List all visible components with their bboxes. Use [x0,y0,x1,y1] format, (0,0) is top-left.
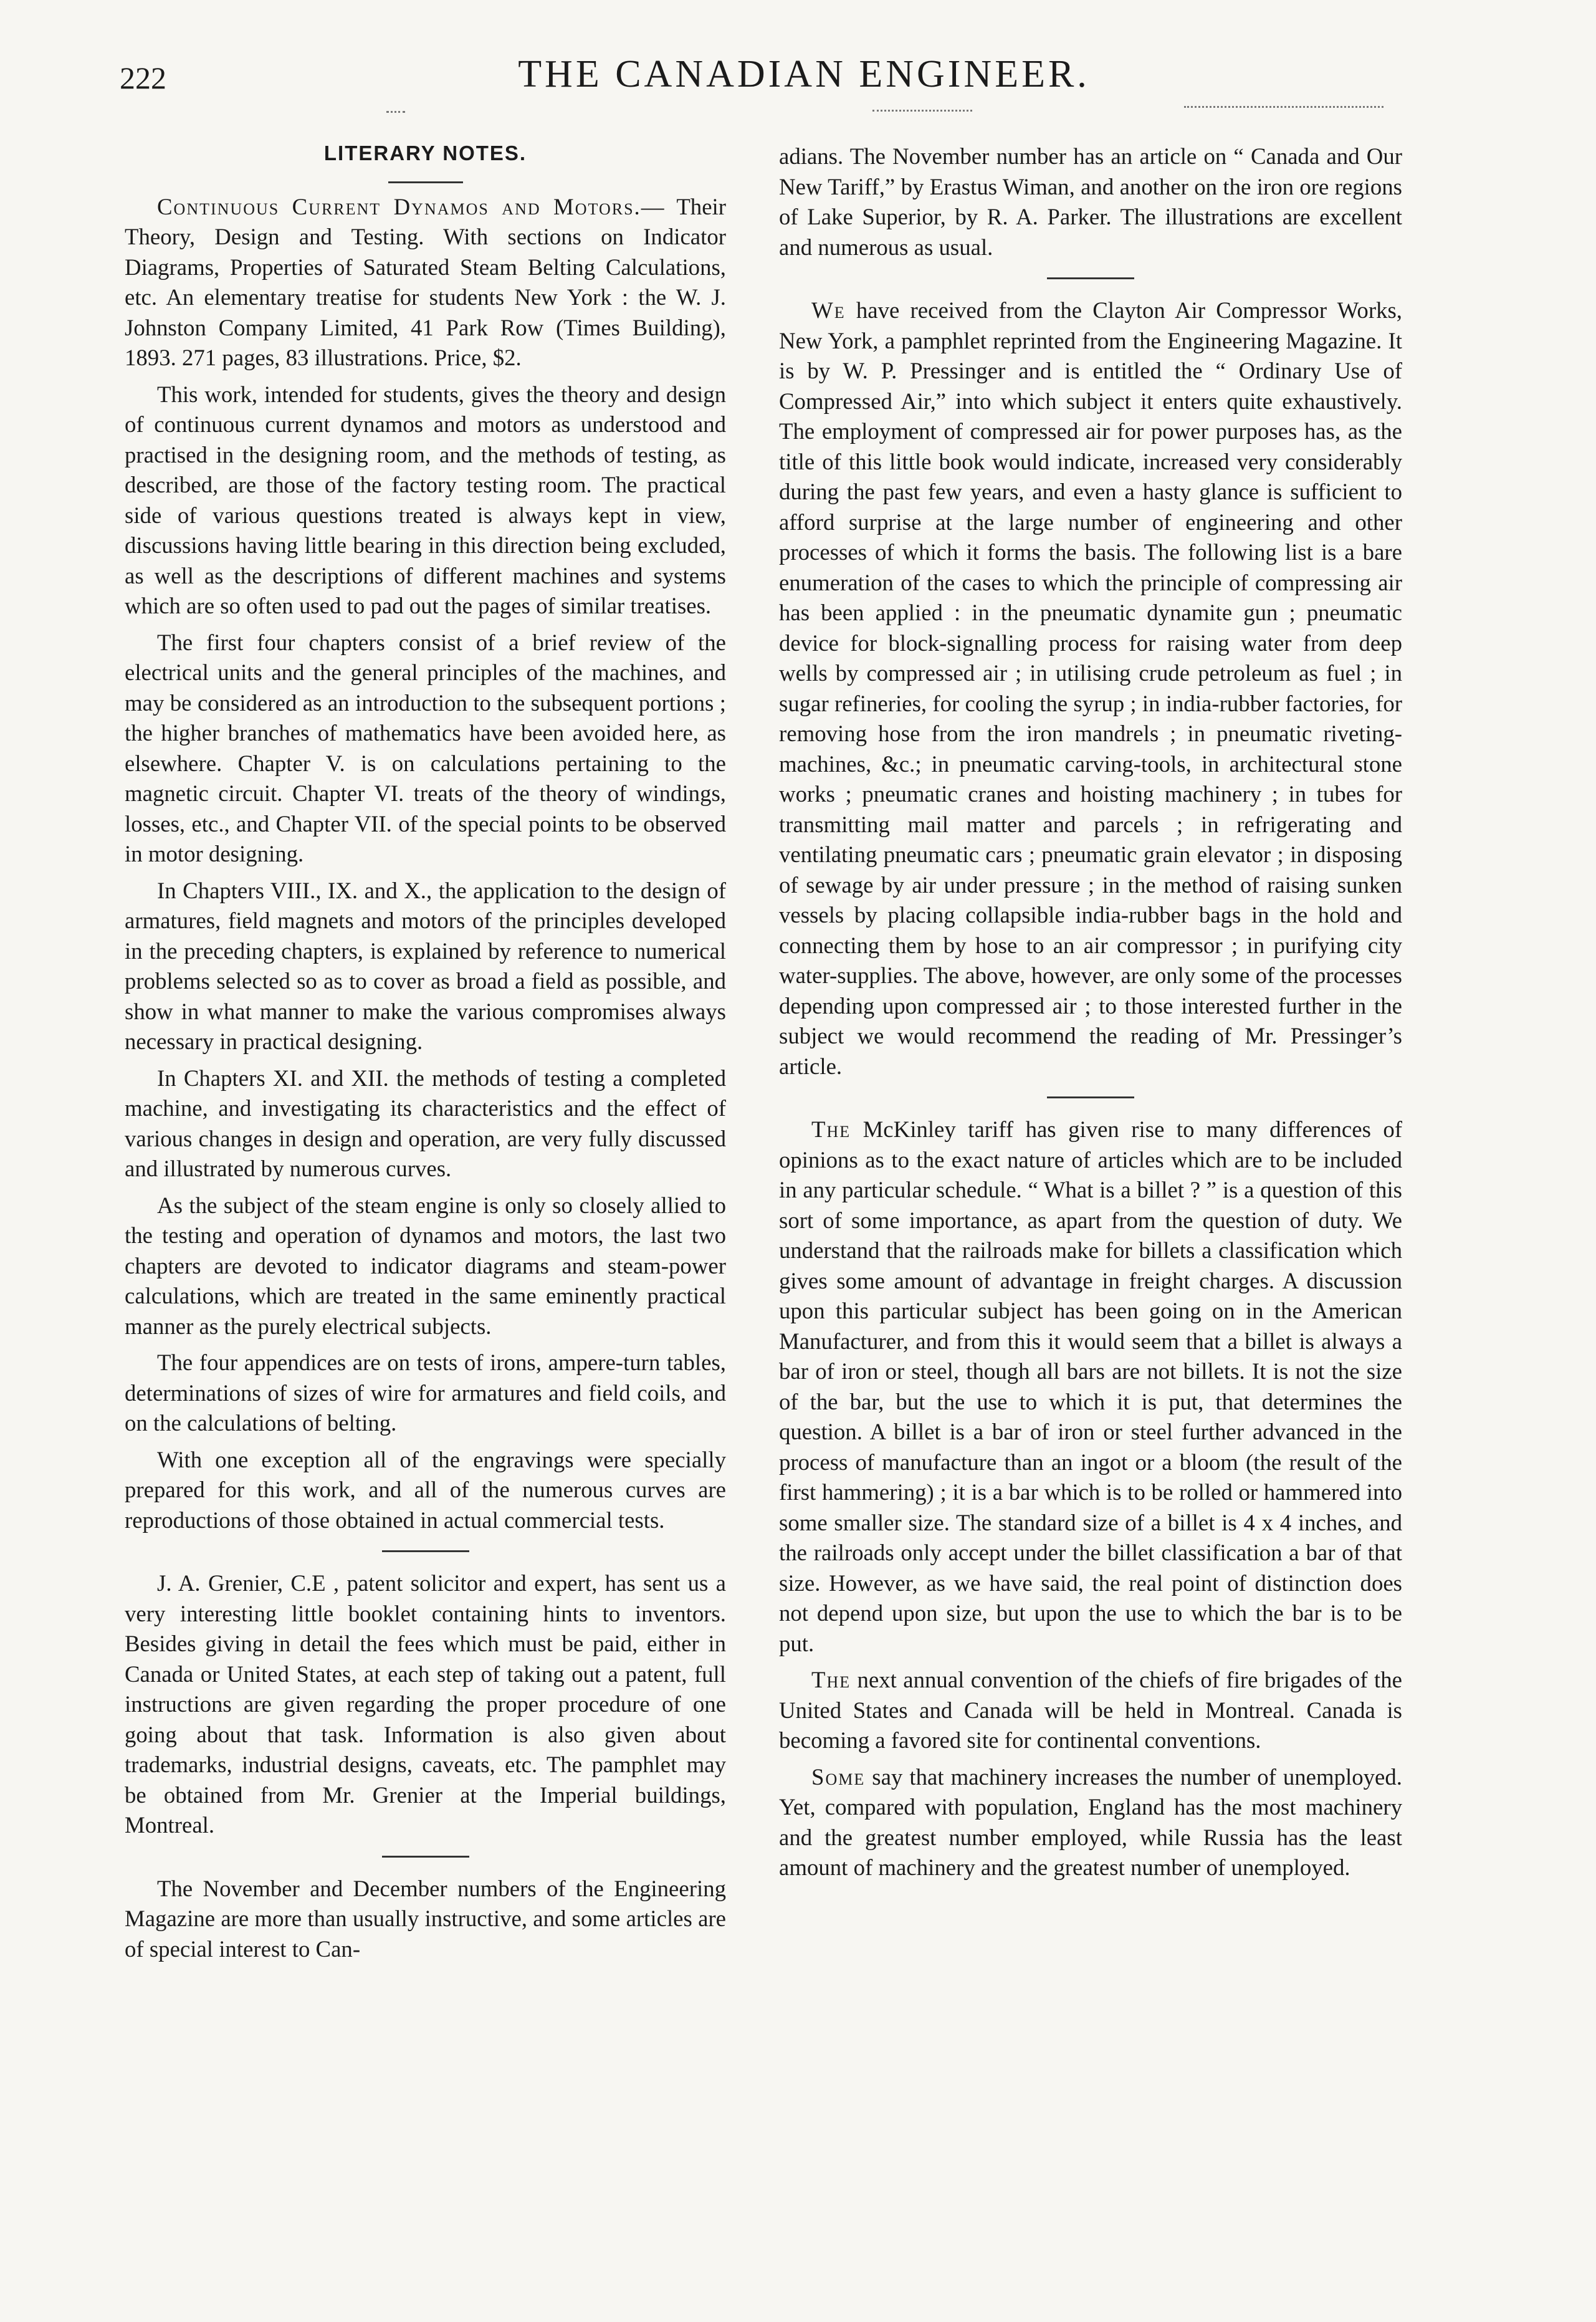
paragraph-text: have received from the Clayton Air Compressor Works, New York, a pamphlet reprinted from the Engineering Magazine. It is by W. P. Pressinger and is entitled the “ Ordinary Use of Compressed Air,” into which subject it enters quite exhaustively. The employment of compressed air for power purposes has, as the title of this little book would indicate, increased very considerably during the past few years, and even a hasty glance is sufficient to afford surprise at the large number of engineering and other processes of which it forms the basis. The following list is a bare enumeration of the cases to which the principle of compressing air has been applied : in the pneumatic dynamite gun ; pneumatic device for block-signalling process for raising water from deep wells by compressed air ; in utilising crude petroleum as fuel ; in sugar refineries, for cooling the syrup ; in india-rubber factories, for removing hose from the iron mandrels ; in pneumatic riveting-machines, &c.; in pneumatic carving-tools, in architectural stone works ; pneumatic cranes and hoisting machinery ; in tubes for transmitting mail matter and parcels ; in refrigerating and ventilating pneumatic cars ; pneumatic grain elevator ; in disposing of sewage by air under pressure ; in the method of raising sunken vessels by placing collapsible india-rubber bags in the hold and connecting them by hose to an air compressor ; in purifying city water-supplies. The above, however, are only some of the processes depending upon compressed air ; to those interested further in the subject we would recommend the reading of Mr. Pressinger’s article. [779,297,1402,1079]
review-paragraph: As the subject of the steam engine is only so closely allied to the testing and operation of dynamos and motors, the last two chapters are devoted to indicator diagrams and steam-power calculations, which are treated in the same eminently practical manner as the purely electrical subjects. [125,1192,726,1339]
article-separator [1047,277,1134,279]
page-header [0,0,1596,125]
review-paragraph: In Chapters XI. and XII. the methods of testing a completed machine, and investigating its characteristics and the effect of various changes in design and operation, are very fully discussed and illustrated by numerous curves. [125,1065,726,1181]
paragraph-text: McKinley tariff has given rise to many differences of opinions as to the exact nature of articles which are to be included in any particular schedule. “ What is a billet ? ” is a question of this sort of some importance, as apart from the question of duty. We understand that the railroads make for billets a classification which gives some amount of advantage in freight charges. A discussion upon this particular subject has been going on in the American Manufacturer, and from this it would seem that a billet is always a bar of iron or steel, though all bars are not billets. It is not the size of the bar, but the use to which it is put, that determines the question. A billet is a bar of iron or steel further advanced in the process of manufacture than an ingot or a bloom (the result of the first hammering) ; it is a bar which is to be rolled or hammered into some smaller size. The standard size of a billet is 4 x 4 inches, and the railroads only accept under the billet classification a bar of that size. However, as we have said, the real point of distinction does not depend upon size, but upon the use to which the bar is to be put. [779,1116,1402,1656]
book-citation [125,192,726,373]
right-column [779,142,1402,1889]
header-rule-right [1184,106,1383,108]
convention-paragraph [779,1665,1402,1756]
running-title: THE CANADIAN ENGINEER. [518,53,1090,95]
article-separator [382,1550,469,1552]
book-details: Their Theory, Design and Testing. With sections on Indicator Diagrams, Properties of Saturated Steam Belting Calculations, etc. An elementary treatise for students New York : the W. J. Johnston Company Limited, 41 Park Row (Times Building), 1893. 271 pages, 83 illustrations. Price, $2. [125,193,727,370]
page-number: 222 [120,60,166,95]
heading-rule [388,181,463,183]
lead-word: The [811,1116,851,1142]
lead-word: We [811,297,846,323]
review-paragraph: In Chapters VIII., IX. and X., the application to the design of armatures, field magnets and motors of the principles developed in the preceding chapters, is explained by reference to numerical problems selected so as to cover as broad a field as possible, and show in what manner to make the various compromises always necessary in practical designing. [125,877,726,1054]
machinery-paragraph [779,1762,1402,1883]
book-title: Continuous Current Dynamos and Motors.— [157,193,666,219]
compressed-air-paragraph [779,295,1402,1082]
billet-paragraph [779,1115,1402,1659]
paragraph-text: say that machinery increases the number of unemployed. Yet, compared with population, England has the most machinery and the greatest number employed, while Russia has the least amount of machinery and the greatest number of unemployed. [779,1763,1402,1880]
lead-word: Some [811,1763,866,1790]
article-separator [382,1856,469,1858]
review-paragraph: The four appendices are on tests of irons, ampere-turn tables, determinations of sizes of wire for armatures and field coils, and on the calculations of belting. [125,1350,726,1436]
grenier-paragraph: J. A. Grenier, C.E , patent solicitor and expert, has sent us a very interesting little booklet containing hints to inventors. Besides giving in detail the fees which must be paid, either in Canada or United States, at each step of taking out a patent, full instructions are given regarding the proper procedure of one going about that task. Information is also given about trademarks, industrial designs, caveats, etc. The pamphlet may be obtained from Mr. Grenier at the Imperial buildings, Montreal. [125,1570,726,1838]
magazine-paragraph: The November and December numbers of the Engineering Magazine are more than usually instructive, and some articles are of special interest to Can- [125,1875,726,1962]
paragraph-text: next annual convention of the chiefs of fire brigades of the United States and Canada will be held in Montreal. Canada is becoming a favored site for continental conventions. [779,1667,1402,1753]
header-rule-center [872,110,972,112]
header-rule-left [386,111,405,113]
left-column [125,138,726,1970]
lead-word: The [811,1667,851,1692]
review-paragraph: The first four chapters consist of a brief review of the electrical units and the general principles of the machines, and may be considered as an introduction to the subsequent portions ; the higher branches of mathematics have been avoided here, as elsewhere. Chapter V. is on calculations pertaining to the magnetic circuit. Chapter VI. treats of the theory of windings, losses, etc., and Chapter VII. of the special points to be observed in motor designing. [125,629,726,866]
review-paragraph: With one exception all of the engravings were specially prepared for this work, and all of the numerous curves are reproductions of those obtained in actual commercial tests. [125,1446,726,1533]
magazine-continued: adians. The November number has an article on “ Canada and Our New Tariff,” by Erastus Wiman, and another on the iron ore regions of Lake Superior, by R. A. Parker. The illustrations are excellent and numerous as usual. [779,143,1402,260]
article-separator [1047,1096,1134,1098]
review-paragraph: This work, intended for students, gives the theory and design of continuous current dynamos and motors as understood and practised in the designing room, and the methods of testing, as described, are those of the factory testing room. The practical side of various questions treated is always kept in view, discussions having little bearing in this direction being excluded, as well as the descriptions of different machines and systems which are so often used to pad out the pages of similar treatises. [125,381,726,618]
section-heading: LITERARY NOTES. [323,142,527,165]
